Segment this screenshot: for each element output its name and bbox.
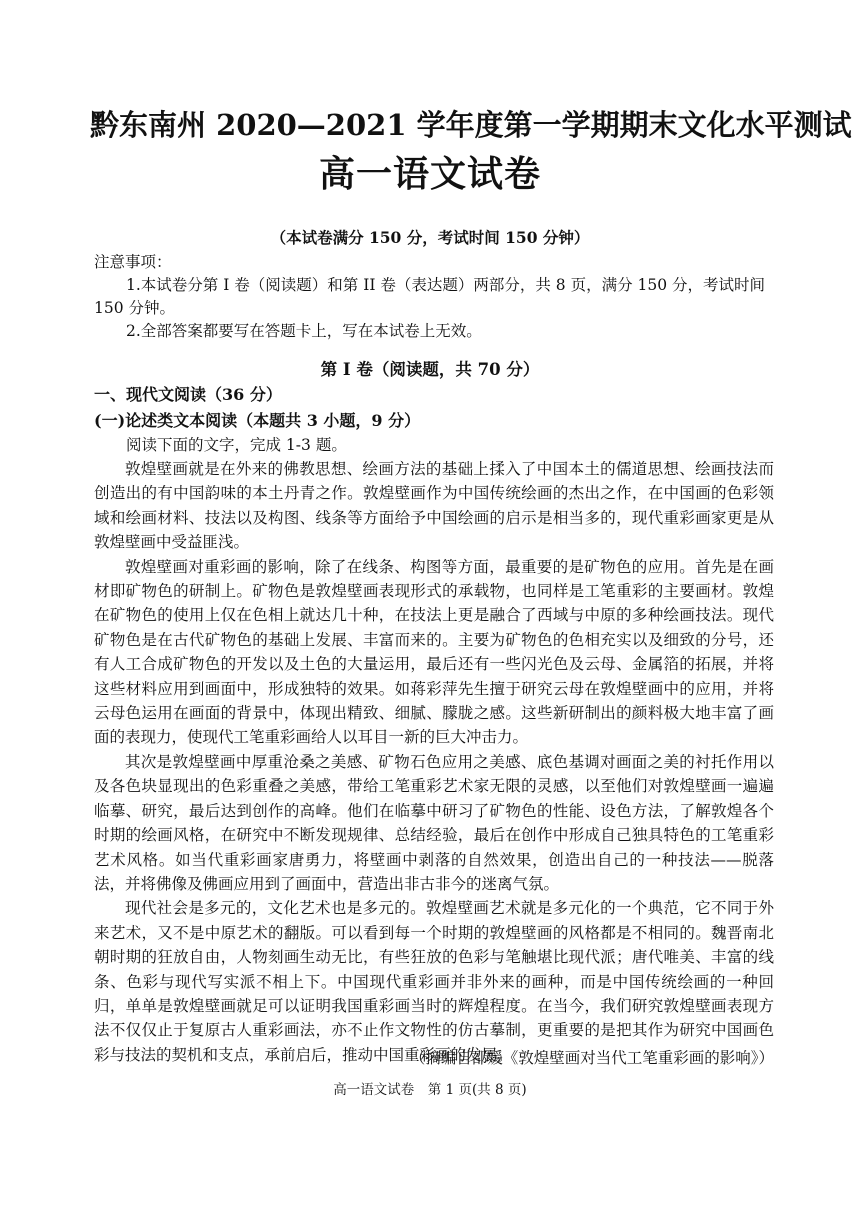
article-paragraph-4: 现代社会是多元的，文化艺术也是多元的。敦煌壁画艺术就是多元化的一个典范，它不同于外来艺术，又不是中原艺术的翻版。可以看到每一个时期的敦煌壁画的风格都是不相同的。魏晋南北朝时期的狂放自由，人物刻画生动无比，有些狂放的色彩与笔触堪比现代派；唐代唯美、丰富的线条、色彩与现代写实派不相上下。中国现代重彩画并非外来的画种，而是中国传统绘画的一种回归，单单是敦煌壁画就足可以证明我国重彩画当时的辉煌程度。在当今，我们研究敦煌壁画表现方法不仅仅止于复原古人重彩画法，亦不止作文物性的仿古摹制，更重要的是把其作为研究中国画色彩与技法的契机和支点，承前启后，推动中国重彩画的发展。 xyxy=(94,899,774,1064)
page-footer: 高一语文试卷 第 1 页(共 8 页) xyxy=(333,1082,527,1098)
score-time-note: （本试卷满分 150 分，考试时间 150 分钟） xyxy=(270,228,590,247)
exam-title-line2: 高一语文试卷 xyxy=(318,153,541,195)
notice-item-2: 2.全部答案都要写在答题卡上，写在本试卷上无效。 xyxy=(126,322,482,340)
subsection-heading-argumentative: (一)论述类文本阅读（本题共 3 小题，9 分） xyxy=(94,411,421,430)
reading-instruction: 阅读下面的文字，完成 1-3 题。 xyxy=(126,436,347,454)
section-heading-modern-reading: 一、现代文阅读（36 分） xyxy=(94,385,282,404)
article-body xyxy=(94,457,774,1067)
article-paragraph-1: 敦煌壁画就是在外来的佛教思想、绘画方法的基础上揉入了中国本土的儒道思想、绘画技法而创造出的有中国韵味的本土丹青之作。敦煌壁画作为中国传统绘画的杰出之作，在中国画的色彩领域和绘画材料、技法以及构图、线条等方面给予中国绘画的启示是相当多的，现代重彩画家更是从敦煌壁画中受益匪浅。 xyxy=(94,460,774,552)
article-paragraph-3: 其次是敦煌壁画中厚重沧桑之美感、矿物石色应用之美感、底色基调对画面之美的衬托作用以及各色块显现出的色彩重叠之美感，带给工笔重彩艺术家无限的灵感，以至他们对敦煌壁画一遍遍临摹、研究，最后达到创作的高峰。他们在临摹中研习了矿物色的性能、设色方法，了解敦煌各个时期的绘画风格，在研究中不断发现规律、总结经验，最后在创作中形成自己独具特色的工笔重彩艺术风格。如当代重彩画家唐勇力，将壁画中剥落的自然效果，创造出自己的一种技法——脱落法，并将佛像及佛画应用到了画面中，营造出非古非今的迷离气氛。 xyxy=(94,752,774,893)
notice-item-1-line2: 150 分钟。 xyxy=(94,299,176,317)
part1-title: 第 I 卷（阅读题，共 70 分） xyxy=(320,360,540,379)
article-paragraph-2: 敦煌壁画对重彩画的影响，除了在线条、构图等方面，最重要的是矿物色的应用。首先是在画材即矿物色的研制上。矿物色是敦煌壁画表现形式的承载物，也同样是工笔重彩的主要画材。敦煌在矿物色的使用上仅在色相上就达几十种，在技法上更是融合了西域与中原的多种绘画技法。现代矿物色是在古代矿物色的基础上发展、丰富而来的。主要为矿物色的色相充实以及细致的分号，还有人工合成矿物色的开发以及土色的大量运用，最后还有一些闪光色及云母、金属箔的拓展，并将这些材料应用到画面中，形成独特的效果。如蒋彩萍先生擅于研究云母在敦煌壁画中的应用，并将云母色运用在画面的背景中，体现出精致、细腻、朦胧之感。这些新研制出的颜料极大地丰富了画面的表现力，使现代工笔重彩画给人以耳目一新的巨大冲击力。 xyxy=(94,557,774,747)
exam-title-line1: 黔东南州 2020—2021 学年度第一学期期末文化水平测试 xyxy=(90,108,852,142)
article-citation: （摘编自邵媛《敦煌壁画对当代工笔重彩画的影响》） xyxy=(409,1049,774,1067)
notice-item-1-line1: 1.本试卷分第 I 卷（阅读题）和第 II 卷（表达题）两部分，共 8 页，满分 150 分，考试时间 xyxy=(126,276,766,294)
notice-heading: 注意事项： xyxy=(94,253,172,271)
